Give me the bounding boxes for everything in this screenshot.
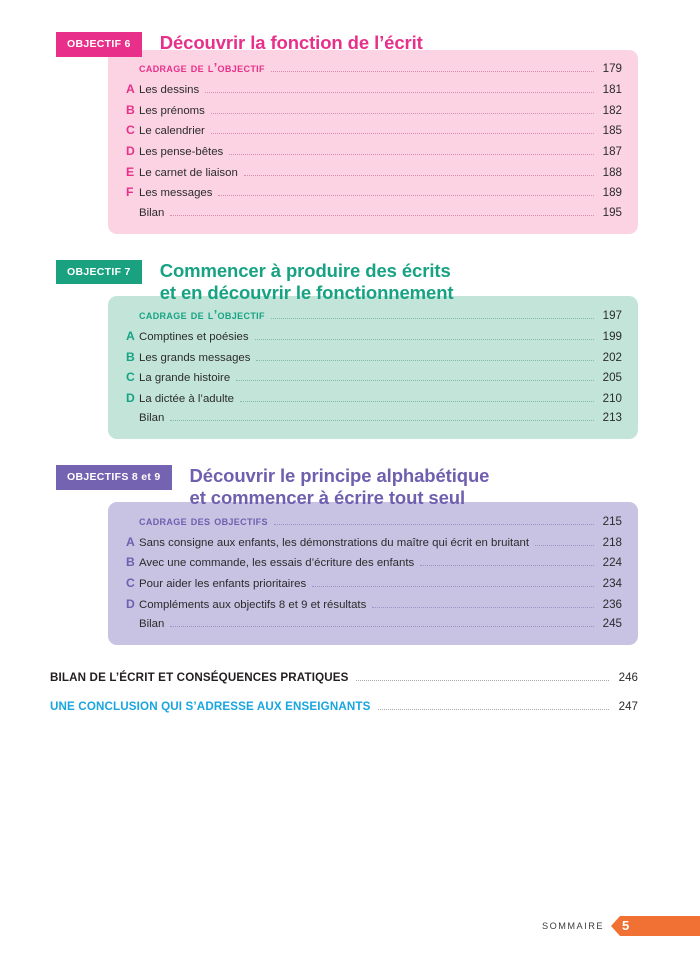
toc-entry[interactable] — [126, 532, 622, 553]
section-title-line1: Commencer à produire des écrits — [159, 259, 451, 281]
entry-label: Les pense-bêtes — [139, 145, 224, 158]
leader-dots — [211, 112, 594, 114]
entry-page-number: 202 — [602, 350, 622, 364]
entries-panel — [108, 50, 638, 234]
entry-page-number: 210 — [602, 391, 622, 405]
section-title-line2: et en découvrir le fonctionnement — [159, 281, 454, 303]
leader-dots — [218, 194, 594, 196]
toc-entry-cadrage[interactable] — [126, 305, 622, 326]
entry-label: Le calendrier — [139, 125, 205, 138]
toc-row-bilan-ecrit[interactable] — [50, 663, 638, 692]
toc-entry-bilan[interactable] — [126, 409, 622, 429]
section-objectifs-8-9 — [0, 465, 700, 645]
toc-entry[interactable] — [126, 388, 622, 409]
entry-label: Avec une commande, les essais d’écriture des enfants — [139, 557, 415, 570]
section-title — [190, 465, 700, 509]
leader-dots — [244, 174, 594, 176]
entry-page-number: 187 — [602, 144, 622, 158]
leader-dots — [271, 70, 594, 72]
entry-letter: D — [126, 390, 135, 405]
section-title-line2: et commencer à écrire tout seul — [189, 487, 466, 509]
entry-letter: A — [126, 82, 135, 97]
toc-entry[interactable] — [126, 594, 622, 615]
leader-dots — [312, 585, 594, 587]
entry-page-number: 218 — [602, 535, 622, 549]
toc-entry[interactable] — [126, 327, 622, 348]
toc-entry[interactable] — [126, 553, 622, 574]
entry-page-number: 245 — [602, 617, 622, 631]
leader-dots — [378, 708, 609, 710]
entry-label: Les messages — [139, 187, 213, 200]
leader-dots — [420, 564, 594, 566]
entry-letter: A — [126, 534, 135, 549]
entry-page-number: 197 — [602, 309, 622, 322]
bottom-entries — [50, 663, 638, 721]
leader-dots — [271, 317, 594, 319]
entries-panel — [108, 502, 638, 645]
footer-label: SOMMAIRE — [541, 921, 604, 931]
entry-letter: B — [126, 349, 135, 364]
entry-letter: D — [126, 596, 135, 611]
entry-label: Comptines et poésies — [139, 331, 249, 344]
leader-dots — [170, 214, 594, 216]
entry-label: Pour aider les enfants prioritaires — [139, 578, 307, 590]
entry-letter: B — [126, 102, 135, 117]
leader-dots — [535, 544, 594, 546]
leader-dots — [256, 359, 594, 361]
section-objectif-7 — [0, 260, 700, 440]
entry-label: cadrage de l’objectif — [139, 61, 265, 76]
row-page-number: 246 — [618, 671, 638, 685]
entry-page-number: 213 — [602, 411, 622, 425]
entry-page-number: 199 — [602, 330, 622, 344]
entry-page-number: 185 — [602, 124, 622, 138]
leader-dots — [372, 606, 594, 608]
toc-entry[interactable] — [126, 368, 622, 389]
entry-letter: F — [126, 185, 134, 200]
leader-dots — [255, 338, 594, 340]
toc-entry[interactable] — [126, 162, 622, 183]
entry-letter: C — [126, 123, 135, 138]
entry-label: La dictée à l’adulte — [139, 392, 234, 405]
entry-label: cadrage de l’objectif — [139, 308, 265, 322]
entry-letter: A — [126, 329, 135, 344]
chevron-left-icon — [611, 916, 620, 936]
entry-page-number: 205 — [602, 371, 622, 385]
entry-letter: E — [126, 164, 135, 179]
section-gap — [0, 234, 700, 260]
leader-dots — [170, 419, 594, 421]
entry-label: Le carnet de liaison — [139, 166, 238, 179]
toc-entry[interactable] — [126, 347, 622, 368]
entry-page-number: 236 — [602, 597, 622, 611]
entry-label: Les grands messages — [139, 351, 251, 364]
section-title-line1: Découvrir la fonction de l’écrit — [159, 32, 423, 53]
entry-page-number: 224 — [602, 556, 622, 570]
entry-page-number: 181 — [602, 83, 622, 97]
leader-dots — [240, 400, 594, 402]
entry-label: Compléments aux objectifs 8 et 9 et résultats — [139, 598, 367, 611]
objective-badge: OBJECTIF 6 — [56, 32, 142, 57]
objective-badge: OBJECTIFS 8 et 9 — [56, 465, 172, 490]
section-objectif-6 — [0, 32, 700, 234]
section-title-line1: Découvrir le principe alphabétique — [189, 465, 490, 487]
objective-badge: OBJECTIF 7 — [56, 260, 142, 285]
entry-page-number: 195 — [602, 205, 622, 219]
entry-label: cadrage des objectifs — [139, 513, 268, 528]
leader-dots — [211, 132, 594, 134]
entry-letter: C — [126, 370, 135, 385]
entry-letter: D — [126, 143, 135, 158]
toc-entry[interactable] — [126, 141, 622, 162]
leader-dots — [205, 91, 594, 93]
toc-entry-bilan[interactable] — [126, 615, 622, 635]
entry-page-number: 189 — [602, 186, 622, 200]
entry-page-number: 182 — [602, 103, 622, 117]
toc-entry-cadrage[interactable] — [126, 59, 622, 80]
entry-label: Bilan — [139, 206, 165, 219]
row-label: UNE CONCLUSION QUI S’ADRESSE AUX ENSEIGNANTS — [50, 700, 371, 714]
toc-entry[interactable] — [126, 183, 622, 204]
entry-page-number: 215 — [602, 514, 622, 528]
toc-entry-bilan[interactable] — [126, 203, 622, 223]
leader-dots — [170, 625, 594, 627]
leader-dots — [236, 379, 594, 381]
entry-label: Les dessins — [139, 84, 200, 97]
entry-label: Bilan — [139, 618, 165, 631]
entries-panel — [108, 296, 638, 439]
toc-entry-cadrage[interactable] — [126, 511, 622, 532]
entry-label: La grande histoire — [139, 372, 231, 385]
toc-entry[interactable] — [126, 121, 622, 142]
toc-entry[interactable] — [126, 100, 622, 121]
page-footer — [542, 916, 700, 936]
row-label: BILAN DE L’ÉCRIT ET CONSÉQUENCES PRATIQUES — [50, 671, 349, 685]
toc-entry[interactable] — [126, 573, 622, 594]
entry-page-number: 234 — [602, 577, 622, 590]
entry-label: Sans consigne aux enfants, les démonstrations du maître qui écrit en bruitant — [139, 536, 530, 549]
top-spacer — [0, 0, 700, 32]
leader-dots — [274, 523, 594, 525]
entry-letter: B — [126, 555, 135, 570]
entry-page-number: 179 — [602, 62, 622, 76]
toc-row-conclusion[interactable] — [50, 692, 638, 721]
section-title — [160, 32, 700, 54]
footer-page-number: 5 — [620, 916, 700, 936]
entry-label: Bilan — [139, 412, 165, 425]
section-title — [160, 260, 700, 304]
entry-page-number: 188 — [602, 165, 622, 179]
entry-label: Les prénoms — [139, 104, 205, 117]
row-page-number: 247 — [618, 700, 638, 714]
leader-dots — [229, 153, 594, 155]
section-gap — [0, 439, 700, 465]
leader-dots — [356, 679, 609, 681]
entry-letter: C — [126, 576, 135, 590]
toc-entry[interactable] — [126, 80, 622, 101]
